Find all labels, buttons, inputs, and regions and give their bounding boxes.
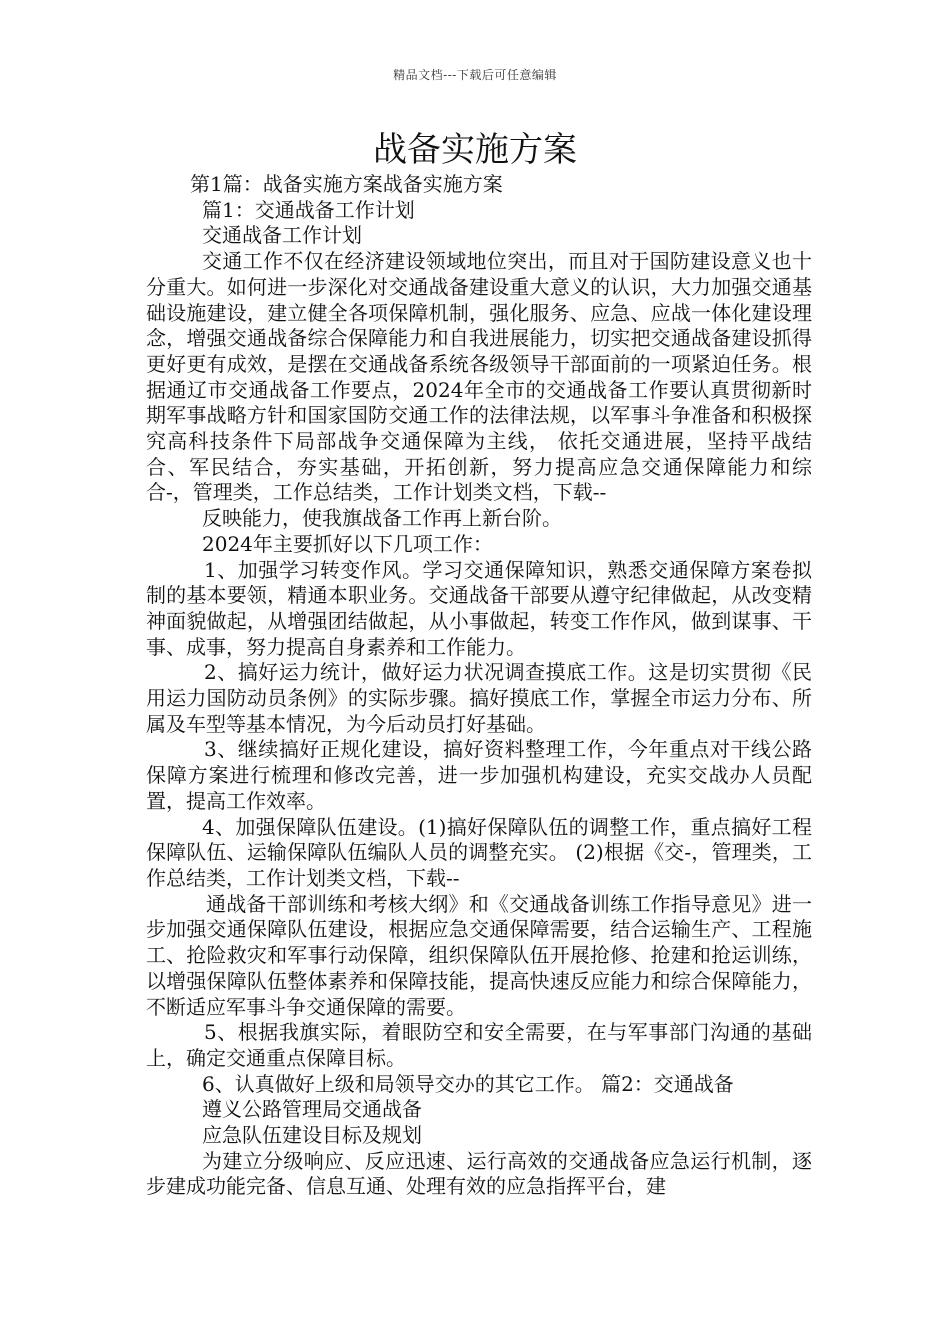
paragraph: 交通战备工作计划 xyxy=(202,223,362,248)
paragraph: 2、搞好运力统计，做好运力状况调查摸底工作。这是切实贯彻《民用运力国防动员条例》的实际步骤。搞好摸底工作，掌握全市运力分布、所属及车型等基本情况，为今后动员打好基础。 xyxy=(146,660,812,736)
document-body xyxy=(146,172,812,1200)
paragraph: 通战备干部训练和考核大纲》和《交通战备训练工作指导意见》进一步加强交通保障队伍建设，根据应急交通保障需要，结合运输生产、工程施工、抢险救灾和军事行动保障，组织保障队伍开展抢修、抢建和抢运训练，以增强保障队伍整体素养和保障技能，提高快速反应能力和综合保障能力，不断适应军事斗争交通保障的需要。 xyxy=(146,891,812,1019)
paragraph: 为建立分级响应、反应迅速、运行高效的交通战备应急运行机制，逐步建成功能完备、信息互通、处理有效的应急指挥平台，建 xyxy=(146,1148,812,1199)
paragraph: 1、加强学习转变作风。学习交通保障知识，熟悉交通保障方案卷拟制的基本要领，精通本职业务。交通战备干部要从遵守纪律做起，从改变精神面貌做起，从增强团结做起，从小事做起，转变工作作风，做到谋事、干事、成事，努力提高自身素养和工作能力。 xyxy=(146,557,812,659)
paragraph: 3、继续搞好正规化建设，搞好资料整理工作，今年重点对干线公路保障方案进行梳理和修改完善，进一步加强机构建设，充实交战办人员配置，提高工作效率。 xyxy=(146,737,812,813)
paragraph: 6、认真做好上级和局领导交办的其它工作。 篇2：交通战备 xyxy=(202,1071,734,1096)
paragraph: 5、根据我旗实际，着眼防空和安全需要，在与军事部门沟通的基础上，确定交通重点保障目标。 xyxy=(146,1020,812,1070)
paragraph: 应急队伍建设目标及规划 xyxy=(202,1123,422,1148)
paragraph: 4、加强保障队伍建设。(1)搞好保障队伍的调整工作，重点搞好工程保障队伍、运输保障队伍编队人员的调整充实。 (2)根据《交-，管理类，工作总结类，工作计划类文档，下载-- xyxy=(146,814,812,890)
paragraph: 交通工作不仅在经济建设领域地位突出，而且对于国防建设意义也十分重大。如何进一步深化对交通战备建设重大意义的认识，大力加强交通基础设施建设，建立健全各项保障机制，强化服务、应急、应战一体化建设理念，增强交通战备综合保障能力和自我进展能力，切实把交通战备建设抓得更好更有成效，是摆在交通战备系统各级领导干部面前的一项紧迫任务。根据通辽市交通战备工作要点，2024年全市的交通战备工作要认真贯彻新时期军事战略方针和国家国防交通工作的法律法规，以军事斗争准备和积极探究高科技条件下局部战争交通保障为主线， 依托交通进展，坚持平战结合、军民结合，夯实基础，开拓创新，努力提高应急交通保障能力和综合-，管理类，工作总结类，工作计划类文档，下载-- xyxy=(146,249,812,505)
paragraph: 篇1：交通战备工作计划 xyxy=(202,197,415,222)
document-title: 战备实施方案 xyxy=(373,130,577,170)
paragraph: 反映能力，使我旗战备工作再上新台阶。 xyxy=(202,506,562,531)
paragraph: 2024年主要抓好以下几项工作： xyxy=(202,531,493,556)
paragraph: 第1篇：战备实施方案战备实施方案 xyxy=(190,172,503,196)
header-note: 精品文档---下载后可任意编辑 xyxy=(393,68,557,82)
paragraph: 遵义公路管理局交通战备 xyxy=(202,1097,422,1122)
